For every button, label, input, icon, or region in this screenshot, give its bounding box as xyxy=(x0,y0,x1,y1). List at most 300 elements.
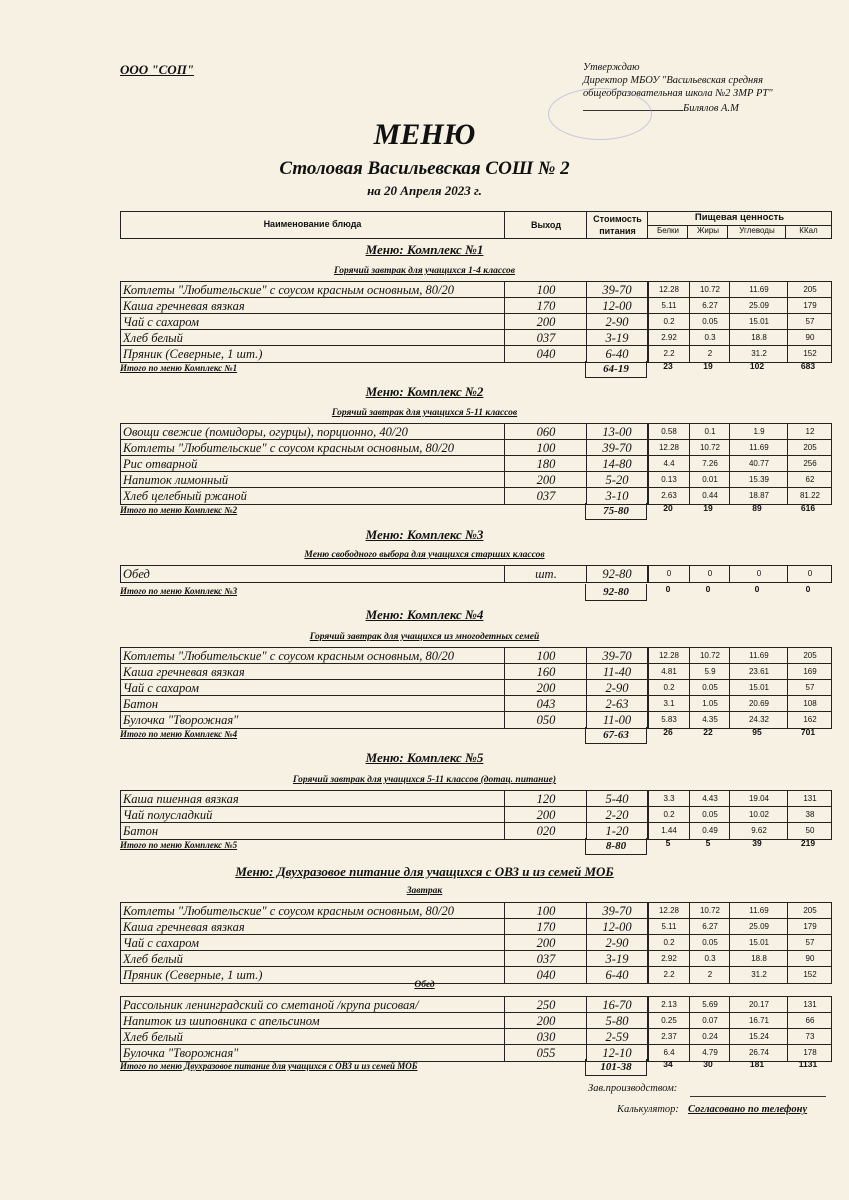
carbs-value: 11.69 xyxy=(729,903,788,919)
header-protein: Белки xyxy=(647,226,688,238)
kcal-value: 57 xyxy=(787,680,832,696)
dish-price: 5-40 xyxy=(586,791,647,807)
dish-name: Пряник (Северные, 1 шт.) xyxy=(123,347,263,361)
section-subtitle: Горячий завтрак для учащихся из многодетных семей xyxy=(309,632,540,642)
dish-price: 3-10 xyxy=(586,488,647,504)
section-subtitle: Меню свободного выбора для учащихся старших классов xyxy=(304,550,545,560)
protein-value: 5.11 xyxy=(661,922,677,931)
dish-name: Котлеты "Любительские" с соусом красным основным, 80/20 xyxy=(123,283,455,297)
fat-value: 0.3 xyxy=(689,330,730,346)
dish-price: 39-70 xyxy=(586,440,647,456)
table-row xyxy=(120,822,648,840)
dish-name: Пряник (Северные, 1 шт.) xyxy=(123,968,263,982)
dish-output: 020 xyxy=(504,823,587,839)
table-row xyxy=(120,329,648,346)
dish-price: 2-90 xyxy=(586,680,647,696)
nutrition-row xyxy=(648,996,832,1013)
dish-name: Каша гречневая вязкая xyxy=(123,920,245,934)
fat-total: 19 xyxy=(703,503,713,513)
nutrition-row xyxy=(648,281,832,298)
section-title: Меню: Комплекс №1 xyxy=(365,242,484,257)
table-row xyxy=(120,313,648,330)
nutrition-row xyxy=(648,313,832,330)
total-nutrition xyxy=(648,727,830,739)
dish-output: шт. xyxy=(504,566,587,582)
fat-value: 10.72 xyxy=(689,648,730,664)
table-row xyxy=(120,647,648,664)
dish-price: 5-80 xyxy=(586,1013,647,1029)
fat-value: 10.72 xyxy=(689,903,730,919)
section-title: Меню: Двухразовое питание для учащихся с ОВЗ и из семей МОБ xyxy=(235,864,614,879)
dish-output: 100 xyxy=(504,648,587,664)
carbs-total: 181 xyxy=(749,1059,765,1069)
kcal-value: 131 xyxy=(787,997,832,1013)
nutrition-row xyxy=(648,790,832,807)
protein-total: 23 xyxy=(663,361,673,371)
dish-output: 200 xyxy=(504,935,587,951)
table-row xyxy=(120,663,648,680)
kcal-total: 683 xyxy=(800,361,816,371)
organization-name: ООО "СОП" xyxy=(120,62,195,77)
protein-value: 1.44 xyxy=(661,826,677,835)
kcal-value: 38 xyxy=(787,807,832,823)
fat-value: 0.05 xyxy=(689,680,730,696)
carbs-value: 15.01 xyxy=(729,680,788,696)
protein-value: 0.13 xyxy=(661,475,677,484)
page-subtitle: Столовая Васильевская СОШ № 2 xyxy=(279,158,570,179)
section-subtitle: Обед xyxy=(414,980,435,990)
dish-output: 200 xyxy=(504,314,587,330)
carbs-value: 15.24 xyxy=(729,1029,788,1045)
total-price: 101-38 xyxy=(585,1059,647,1076)
carbs-value: 15.01 xyxy=(729,935,788,951)
fat-total: 22 xyxy=(703,727,713,737)
dish-output: 037 xyxy=(504,330,587,346)
kcal-value: 169 xyxy=(787,664,832,680)
calc-value: Согласовано по телефону xyxy=(688,1104,808,1115)
kcal-value: 73 xyxy=(787,1029,832,1045)
dish-name: Обед xyxy=(123,567,150,581)
head-signature-line xyxy=(690,1085,826,1097)
section-subtitle: Горячий завтрак для учащихся 5-11 классов xyxy=(331,408,518,418)
carbs-value: 11.69 xyxy=(729,440,788,456)
protein-value: 0.2 xyxy=(663,317,675,326)
table-row xyxy=(120,423,648,440)
header-cost xyxy=(586,212,648,239)
dish-output: 040 xyxy=(504,346,587,362)
dish-name: Овощи свежие (помидоры, огурцы), порционно, 40/20 xyxy=(123,425,408,439)
dish-price: 39-70 xyxy=(586,282,647,298)
total-nutrition xyxy=(648,503,830,515)
dish-name: Каша гречневая вязкая xyxy=(123,665,245,679)
dish-name: Батон xyxy=(123,824,159,838)
dish-output: 050 xyxy=(504,712,587,728)
kcal-value: 81.22 xyxy=(787,488,832,504)
carbs-value: 15.39 xyxy=(729,472,788,488)
nutrition-row xyxy=(648,439,832,456)
total-price: 67-63 xyxy=(585,727,647,744)
total-label: Итого по меню Комплекс №1 xyxy=(120,363,238,373)
nutrition-row xyxy=(648,918,832,935)
table-row xyxy=(120,679,648,696)
dish-output: 040 xyxy=(504,967,587,983)
table-row xyxy=(120,950,648,967)
dish-price: 1-20 xyxy=(586,823,647,839)
dish-price: 16-70 xyxy=(586,997,647,1013)
carbs-value: 20.69 xyxy=(729,696,788,712)
dish-name: Чай с сахаром xyxy=(123,936,200,950)
protein-total: 20 xyxy=(663,503,673,513)
kcal-value: 179 xyxy=(787,298,832,314)
kcal-value: 62 xyxy=(787,472,832,488)
table-row xyxy=(120,487,648,505)
dish-output: 100 xyxy=(504,903,587,919)
total-nutrition xyxy=(648,1059,830,1071)
carbs-value: 9.62 xyxy=(729,823,788,839)
section-subtitle: Горячий завтрак для учащихся 1-4 классов xyxy=(333,266,516,276)
dish-name: Булочка "Творожная" xyxy=(123,1046,239,1060)
nutrition-row xyxy=(648,663,832,680)
fat-value: 0.1 xyxy=(689,424,730,440)
dish-name: Рассольник ленинградский со сметаной /крупа рисовая/ xyxy=(123,998,419,1012)
dish-name: Каша гречневая вязкая xyxy=(123,299,245,313)
nutrition-row xyxy=(648,950,832,967)
approval-line: Директор МБОУ "Васильевская средняя xyxy=(583,75,764,86)
dish-price: 12-00 xyxy=(586,298,647,314)
dish-output: 037 xyxy=(504,488,587,504)
dish-output: 200 xyxy=(504,680,587,696)
total-price: 92-80 xyxy=(585,584,647,601)
approval-line: общеобразовательная школа №2 ЗМР РТ" xyxy=(583,88,773,99)
nutrition-row xyxy=(648,806,832,823)
carbs-value: 11.69 xyxy=(729,648,788,664)
section-title: Меню: Комплекс №5 xyxy=(365,750,484,765)
protein-total: 34 xyxy=(663,1059,673,1069)
carbs-value: 11.69 xyxy=(729,282,788,298)
dish-price: 2-90 xyxy=(586,314,647,330)
total-nutrition xyxy=(648,361,830,373)
kcal-value: 179 xyxy=(787,919,832,935)
carbs-value: 26.74 xyxy=(729,1045,788,1061)
fat-value: 5.69 xyxy=(689,997,730,1013)
table-row xyxy=(120,918,648,935)
section-subtitle: Горячий завтрак для учащихся 5-11 классов (дотац. питание) xyxy=(292,775,557,785)
protein-value: 12.28 xyxy=(658,651,680,660)
dish-price: 12-00 xyxy=(586,919,647,935)
protein-value: 5.83 xyxy=(661,715,677,724)
dish-output: 250 xyxy=(504,997,587,1013)
kcal-value: 108 xyxy=(787,696,832,712)
carbs-total: 95 xyxy=(752,727,762,737)
nutrition-row xyxy=(648,297,832,314)
kcal-value: 152 xyxy=(787,967,832,983)
header-cost-line1: Стоимость xyxy=(593,214,642,224)
section-title: Меню: Комплекс №4 xyxy=(365,607,484,622)
table-row xyxy=(120,1028,648,1045)
menu-date: на 20 Апреля 2023 г. xyxy=(367,183,482,198)
carbs-value: 23.61 xyxy=(729,664,788,680)
dish-output: 030 xyxy=(504,1029,587,1045)
dish-output: 100 xyxy=(504,282,587,298)
dish-price: 11-00 xyxy=(586,712,647,728)
header-carbs: Углеводы xyxy=(727,226,786,238)
head-label: Зав.производством: xyxy=(588,1083,678,1094)
protein-value: 0 xyxy=(666,569,672,578)
dish-price: 2-20 xyxy=(586,807,647,823)
protein-value: 2.92 xyxy=(661,954,677,963)
protein-value: 2.13 xyxy=(661,1000,677,1009)
carbs-value: 1.9 xyxy=(729,424,788,440)
dish-price: 11-40 xyxy=(586,664,647,680)
protein-value: 2.92 xyxy=(661,333,677,342)
table-row xyxy=(120,565,648,583)
kcal-total: 219 xyxy=(800,838,816,848)
carbs-value: 16.71 xyxy=(729,1013,788,1029)
carbs-value: 18.8 xyxy=(729,330,788,346)
dish-price: 3-19 xyxy=(586,330,647,346)
fat-total: 30 xyxy=(703,1059,713,1069)
total-label: Итого по меню Комплекс №3 xyxy=(120,586,238,596)
fat-total: 5 xyxy=(705,838,711,848)
protein-value: 0.2 xyxy=(663,683,675,692)
kcal-value: 66 xyxy=(787,1013,832,1029)
fat-total: 0 xyxy=(705,584,711,594)
protein-total: 0 xyxy=(665,584,671,594)
dish-output: 060 xyxy=(504,424,587,440)
calc-label: Калькулятор: xyxy=(617,1104,679,1115)
table-row xyxy=(120,281,648,298)
dish-output: 170 xyxy=(504,298,587,314)
kcal-value: 57 xyxy=(787,314,832,330)
kcal-value: 205 xyxy=(787,903,832,919)
dish-price: 2-59 xyxy=(586,1029,647,1045)
table-row xyxy=(120,996,648,1013)
fat-value: 0.44 xyxy=(689,488,730,504)
carbs-value: 24.32 xyxy=(729,712,788,728)
dish-price: 5-20 xyxy=(586,472,647,488)
kcal-value: 57 xyxy=(787,935,832,951)
dish-output: 170 xyxy=(504,919,587,935)
protein-value: 12.28 xyxy=(658,443,680,452)
dish-name: Котлеты "Любительские" с соусом красным основным, 80/20 xyxy=(123,441,455,455)
carbs-total: 39 xyxy=(752,838,762,848)
total-label: Итого по меню Комплекс №4 xyxy=(120,729,238,739)
page-title: МЕНЮ xyxy=(373,118,476,151)
kcal-value: 12 xyxy=(787,424,832,440)
header-out: Выход xyxy=(504,212,587,238)
dish-price: 6-40 xyxy=(586,967,647,983)
kcal-value: 178 xyxy=(787,1045,832,1061)
dish-price: 13-00 xyxy=(586,424,647,440)
dish-name: Хлеб белый xyxy=(123,331,183,345)
table-row xyxy=(120,902,648,919)
protein-value: 2.63 xyxy=(661,491,677,500)
kcal-total: 701 xyxy=(800,727,816,737)
dish-name: Хлеб белый xyxy=(123,1030,183,1044)
dish-price: 6-40 xyxy=(586,346,647,362)
fat-value: 0.05 xyxy=(689,807,730,823)
carbs-total: 0 xyxy=(754,584,760,594)
approval-line: Утверждаю xyxy=(583,62,640,73)
nutrition-row xyxy=(648,1012,832,1029)
protein-value: 6.4 xyxy=(663,1048,675,1057)
fat-value: 0.05 xyxy=(689,935,730,951)
dish-price: 2-63 xyxy=(586,696,647,712)
dish-price: 12-10 xyxy=(586,1045,647,1061)
header-cost-line2: питания xyxy=(599,226,636,236)
dish-output: 160 xyxy=(504,664,587,680)
table-row xyxy=(120,711,648,729)
total-price: 64-19 xyxy=(585,361,647,378)
kcal-value: 152 xyxy=(787,346,832,362)
dish-price: 92-80 xyxy=(586,566,647,582)
table-row xyxy=(120,471,648,488)
dish-output: 200 xyxy=(504,1013,587,1029)
protein-value: 0.2 xyxy=(663,810,675,819)
fat-value: 6.27 xyxy=(689,298,730,314)
section-subtitle: Завтрак xyxy=(406,886,443,896)
section-title: Меню: Комплекс №3 xyxy=(365,527,484,542)
dish-price: 14-80 xyxy=(586,456,647,472)
carbs-value: 15.01 xyxy=(729,314,788,330)
table-header xyxy=(120,211,832,239)
carbs-value: 10.02 xyxy=(729,807,788,823)
dish-output: 200 xyxy=(504,807,587,823)
carbs-value: 25.09 xyxy=(729,298,788,314)
nutrition-row xyxy=(648,647,832,664)
protein-value: 4.81 xyxy=(661,667,677,676)
dish-name: Котлеты "Любительские" с соусом красным основным, 80/20 xyxy=(123,649,455,663)
protein-value: 12.28 xyxy=(658,906,680,915)
dish-name: Чай полусладкий xyxy=(123,808,213,822)
protein-value: 5.11 xyxy=(661,301,677,310)
kcal-value: 90 xyxy=(787,330,832,346)
carbs-value: 31.2 xyxy=(729,967,788,983)
dish-name: Рис отварной xyxy=(123,457,198,471)
fat-value: 0.3 xyxy=(689,951,730,967)
kcal-value: 205 xyxy=(787,648,832,664)
table-row xyxy=(120,1012,648,1029)
dish-name: Напиток лимонный xyxy=(123,473,229,487)
carbs-value: 20.17 xyxy=(729,997,788,1013)
fat-value: 6.27 xyxy=(689,919,730,935)
total-nutrition xyxy=(648,584,830,596)
protein-value: 4.4 xyxy=(663,459,675,468)
header-name: Наименование блюда xyxy=(263,219,362,229)
protein-total: 26 xyxy=(663,727,673,737)
fat-value: 4.35 xyxy=(689,712,730,728)
kcal-value: 50 xyxy=(787,823,832,839)
fat-value: 0.24 xyxy=(689,1029,730,1045)
table-row xyxy=(120,806,648,823)
table-row xyxy=(120,934,648,951)
table-row xyxy=(120,790,648,807)
protein-value: 3.3 xyxy=(663,794,675,803)
carbs-value: 18.87 xyxy=(729,488,788,504)
protein-value: 0.58 xyxy=(661,427,677,436)
kcal-total: 0 xyxy=(805,584,811,594)
nutrition-row xyxy=(648,455,832,472)
kcal-value: 0 xyxy=(787,566,832,582)
approver-name: Билялов А.М xyxy=(683,103,739,114)
carbs-value: 19.04 xyxy=(729,791,788,807)
nutrition-row xyxy=(648,695,832,712)
dish-name: Напиток из шиповника с апельсином xyxy=(123,1014,320,1028)
carbs-total: 89 xyxy=(752,503,762,513)
kcal-value: 162 xyxy=(787,712,832,728)
dish-price: 3-19 xyxy=(586,951,647,967)
carbs-value: 31.2 xyxy=(729,346,788,362)
fat-value: 2 xyxy=(689,346,730,362)
table-row xyxy=(120,297,648,314)
kcal-value: 205 xyxy=(787,282,832,298)
carbs-value: 25.09 xyxy=(729,919,788,935)
protein-value: 2.2 xyxy=(663,970,675,979)
total-price: 75-80 xyxy=(585,503,647,520)
fat-value: 0 xyxy=(689,566,730,582)
fat-total: 19 xyxy=(703,361,713,371)
fat-value: 10.72 xyxy=(689,282,730,298)
nutrition-row xyxy=(648,423,832,440)
kcal-total: 616 xyxy=(800,503,816,513)
protein-value: 12.28 xyxy=(658,285,680,294)
dish-output: 200 xyxy=(504,472,587,488)
fat-value: 0.01 xyxy=(689,472,730,488)
total-price: 8-80 xyxy=(585,838,647,855)
fat-value: 5.9 xyxy=(689,664,730,680)
table-row xyxy=(120,345,648,363)
dish-output: 043 xyxy=(504,696,587,712)
protein-value: 2.37 xyxy=(661,1032,677,1041)
fat-value: 10.72 xyxy=(689,440,730,456)
table-row xyxy=(120,1044,648,1062)
section-title: Меню: Комплекс №2 xyxy=(365,384,484,399)
dish-name: Хлеб белый xyxy=(123,952,183,966)
dish-name: Батон xyxy=(123,697,159,711)
carbs-value: 40.77 xyxy=(729,456,788,472)
nutrition-row xyxy=(648,679,832,696)
header-nutrition: Пищевая ценность xyxy=(647,212,831,226)
table-row xyxy=(120,695,648,712)
dish-name: Булочка "Творожная" xyxy=(123,713,239,727)
dish-name: Хлеб целебный ржаной xyxy=(123,489,247,503)
dish-name: Чай с сахаром xyxy=(123,681,200,695)
fat-value: 0.05 xyxy=(689,314,730,330)
fat-value: 4.43 xyxy=(689,791,730,807)
dish-name: Каша пшенная вязкая xyxy=(123,792,239,806)
fat-value: 0.49 xyxy=(689,823,730,839)
nutrition-row xyxy=(648,934,832,951)
total-nutrition xyxy=(648,838,830,850)
total-label: Итого по меню Комплекс №5 xyxy=(120,840,238,850)
carbs-total: 102 xyxy=(749,361,765,371)
dish-name: Котлеты "Любительские" с соусом красным основным, 80/20 xyxy=(123,904,455,918)
fat-value: 1.05 xyxy=(689,696,730,712)
nutrition-row xyxy=(648,1028,832,1045)
protein-value: 0.2 xyxy=(663,938,675,947)
dish-name: Чай с сахаром xyxy=(123,315,200,329)
carbs-value: 18.8 xyxy=(729,951,788,967)
table-row xyxy=(120,455,648,472)
carbs-value: 0 xyxy=(729,566,788,582)
protein-value: 0.25 xyxy=(661,1016,677,1025)
dish-output: 037 xyxy=(504,951,587,967)
nutrition-row xyxy=(648,565,832,583)
header-kcal: ККал xyxy=(785,226,831,238)
header-fat: Жиры xyxy=(687,226,728,238)
dish-output: 100 xyxy=(504,440,587,456)
protein-value: 2.2 xyxy=(663,349,675,358)
